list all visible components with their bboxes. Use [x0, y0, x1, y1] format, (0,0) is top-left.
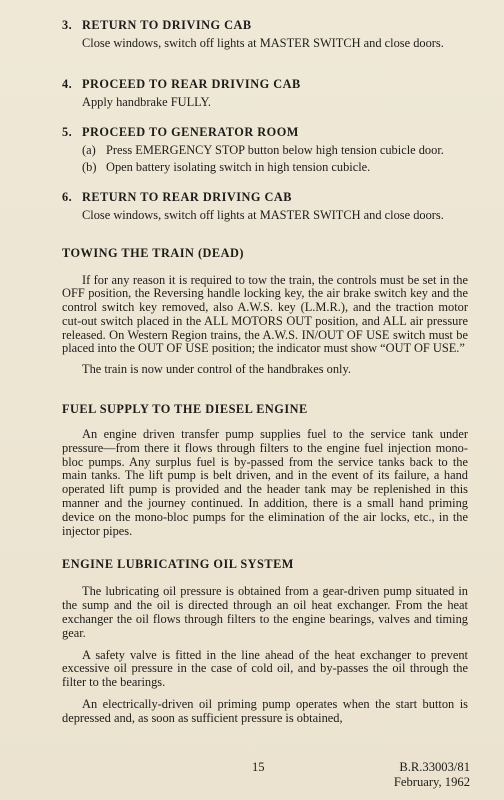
step-title: RETURN TO DRIVING CAB: [82, 18, 252, 32]
step-3: [62, 18, 468, 51]
paragraph: The lubricating oil pressure is obtained from a gear-driven pump situated in the sump and the oil is directed through an oil heat exchanger. From the heat exchanger the oil flows through filters to the engine bearings, valves and timing gear.: [62, 584, 468, 640]
substep-letter: (a): [82, 143, 96, 157]
section-heading: TOWING THE TRAIN (DEAD): [62, 245, 244, 260]
reference-number: B.R.33003/81: [399, 760, 470, 774]
step-number: 5.: [62, 125, 73, 139]
step-body: Apply handbrake FULLY.: [82, 94, 211, 109]
substep-letter: (b): [82, 160, 97, 174]
publication-date: February, 1962: [393, 775, 470, 789]
substep-text: Press EMERGENCY STOP button below high tension cubicle door.: [106, 143, 444, 157]
page-number: 15: [252, 760, 265, 774]
lube-section: [62, 557, 468, 725]
paragraph: A safety valve is fitted in the line ahead of the heat exchanger to prevent excessive oil pressure in the case of cold oil, and by-passes the oil through the filter to the bearings.: [62, 647, 468, 690]
step-4: [62, 77, 468, 110]
section-heading: ENGINE LUBRICATING OIL SYSTEM: [62, 557, 294, 572]
document-reference: [394, 760, 470, 790]
step-substep-b: [82, 160, 468, 174]
step-substep-a: [82, 143, 468, 157]
step-title: RETURN TO REAR DRIVING CAB: [82, 190, 293, 204]
paragraph: The train is now under control of the handbrakes only.: [82, 362, 351, 377]
fuel-section: [62, 402, 468, 538]
step-title: PROCEED TO GENERATOR ROOM: [82, 125, 299, 139]
step-6: [62, 190, 468, 223]
step-body: Close windows, switch off lights at MASTER SWITCH and close doors.: [82, 36, 444, 50]
step-number: 6.: [62, 190, 73, 204]
paragraph: If for any reason it is required to tow the train, the controls must be set in the OFF position, the Reversing handle locking key, the air brake switch key and the control switch key removed, also A.W.S. key (L.M.R.), and the traction motor cut-out switch placed in the ALL MOTORS OUT position, and ALL air pressure released. On Western Region trains, the A.W.S. IN/OUT OF USE switch must be placed into the OUT OF USE position; the indicator must show “OUT OF USE.”: [62, 272, 468, 356]
paragraph: An engine driven transfer pump supplies fuel to the service tank under pressure—from there it flows through filters to the engine fuel injection mono-bloc pumps. Any surplus fuel is by-passed from the service tanks back to the main tanks. The lift pump is belt driven, and in the event of its failure, a hand operated lift pump is provided and the header tank may be replenished in this manner and the journey continued. In addition, there is a small hand priming device on the mono-bloc pumps for the elimination of the air locks, etc., in the injector pipes.: [62, 427, 468, 538]
step-number: 3.: [62, 18, 73, 32]
paragraph: An electrically-driven oil priming pump operates when the start button is depressed and, as soon as sufficient pressure is obtained,: [62, 697, 468, 725]
towing-section: [62, 246, 468, 378]
step-5: [62, 125, 468, 174]
step-number: 4.: [62, 76, 73, 91]
section-heading: FUEL SUPPLY TO THE DIESEL ENGINE: [62, 402, 308, 417]
step-title: PROCEED TO REAR DRIVING CAB: [82, 76, 301, 91]
step-body: Close windows, switch off lights at MASTER SWITCH and close doors.: [82, 208, 444, 222]
substep-text: Open battery isolating switch in high tension cubicle.: [106, 160, 371, 174]
